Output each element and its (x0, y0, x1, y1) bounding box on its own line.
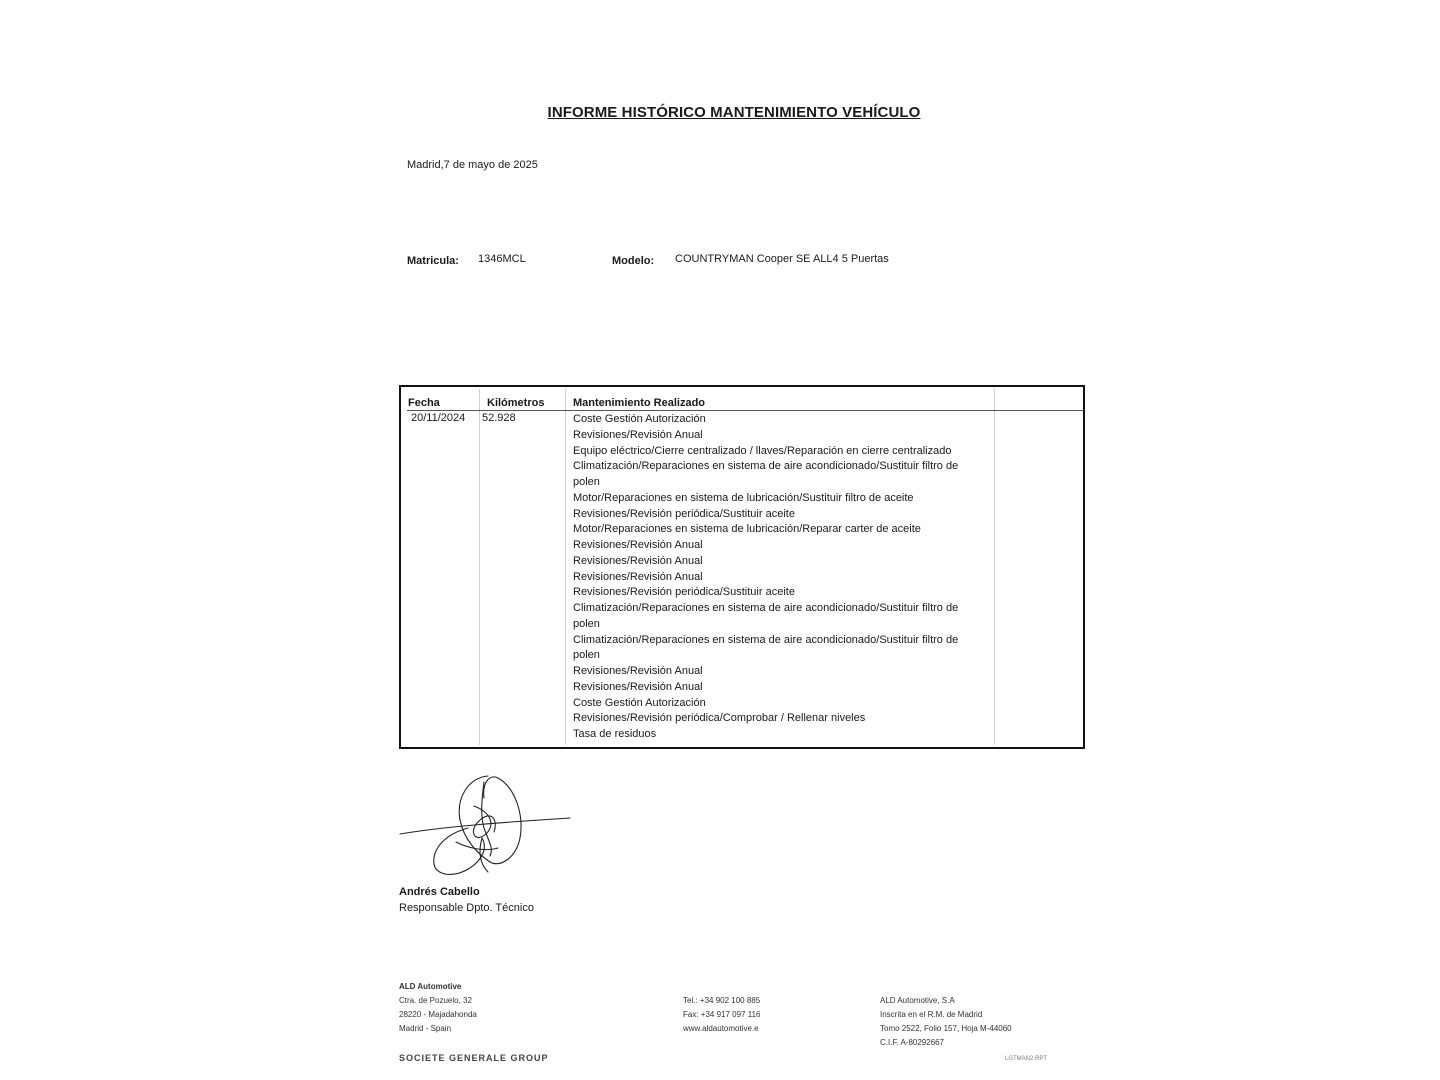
list-item: polen (573, 617, 600, 630)
list-item: Climatización/Reparaciones en sistema de aire acondicionado/Sustituir filtro de (573, 633, 959, 646)
list-item: polen (573, 476, 600, 488)
place-date: Madrid,7 de mayo de 2025 (407, 159, 538, 171)
header-date: Fecha (408, 397, 440, 409)
list-item: Revisiones/Revisión periódica/Comprobar / Rellenar niveles (573, 712, 866, 725)
list-item: Climatización/Reparaciones en sistema de aire acondicionado/Sustituir filtro de (573, 460, 959, 473)
column-separator (479, 389, 480, 745)
signature-image (398, 768, 573, 880)
footer-phone: Tel.: +34 902 100 885 (683, 996, 761, 1005)
list-item: Revisiones/Revisión Anual (573, 428, 703, 441)
model-value: COUNTRYMAN Cooper SE ALL4 5 Puertas (675, 253, 889, 265)
footer-address-line: 28220 - Majadahonda (399, 1010, 477, 1019)
header-km: Kilómetros (487, 397, 545, 409)
maintenance-items-list (573, 412, 993, 743)
list-item: Coste Gestión Autorización (573, 696, 706, 709)
footer-address (399, 994, 477, 1036)
model-label: Modelo: (612, 255, 655, 267)
footer-legal-line: ALD Automotive, S.A (880, 996, 955, 1005)
list-item: Revisiones/Revisión periódica/Sustituir aceite (573, 586, 795, 599)
maintenance-table (399, 385, 1085, 749)
footer-contact (683, 994, 760, 1036)
plate-label: Matricula: (407, 255, 459, 267)
list-item: polen (573, 649, 600, 662)
row-km: 52.928 (482, 412, 516, 424)
signer-role: Responsable Dpto. Técnico (399, 902, 534, 914)
list-item: Revisiones/Revisión Anual (573, 680, 703, 693)
row-date: 20/11/2024 (411, 412, 466, 424)
list-item: Revisiones/Revisión Anual (573, 570, 703, 583)
header-work: Mantenimiento Realizado (573, 397, 706, 409)
list-item: Revisiones/Revisión periódica/Sustituir aceite (573, 507, 795, 520)
footer-legal-line: Tomo 2522, Folio 157, Hoja M-44060 (880, 1024, 1012, 1033)
plate-value: 1346MCL (478, 253, 526, 265)
list-item: Tasa de residuos (573, 728, 657, 740)
signer-name: Andrés Cabello (399, 886, 480, 898)
group-logo-text: SOCIETE GENERALE GROUP (399, 1053, 549, 1063)
footer-legal (880, 994, 1012, 1050)
footer-fax: Fax: +34 917 097 116 (683, 1010, 761, 1019)
list-item: Revisiones/Revisión Anual (573, 554, 703, 567)
report-reference: LGTMAN2 RPT (1005, 1056, 1048, 1062)
list-item: Revisiones/Revisión Anual (573, 665, 703, 677)
footer-website: www.aldautomotive.e (683, 1024, 759, 1033)
column-separator (565, 389, 566, 745)
column-separator (994, 389, 995, 745)
header-rule (407, 410, 1083, 411)
footer-address-line: Madrid - Spain (399, 1024, 452, 1033)
list-item: Climatización/Reparaciones en sistema de aire acondicionado/Sustituir filtro de (573, 602, 959, 614)
list-item: Revisiones/Revisión Anual (573, 539, 703, 551)
document-title: INFORME HISTÓRICO MANTENIMIENTO VEHÍCULO (547, 104, 921, 121)
list-item: Equipo eléctrico/Cierre centralizado / llaves/Reparación en cierre centralizado (573, 444, 952, 457)
footer-legal-line: C.I.F. A-80292667 (880, 1038, 945, 1047)
footer-legal-line: Inscrita en el R.M. de Madrid (880, 1010, 983, 1019)
list-item: Coste Gestión Autorización (573, 413, 706, 425)
footer-address-line: Ctra. de Pozuelo, 32 (399, 996, 472, 1005)
vehicle-info (407, 253, 1107, 273)
list-item: Motor/Reparaciones en sistema de lubricación/Reparar carter de aceite (573, 523, 921, 536)
list-item: Motor/Reparaciones en sistema de lubricación/Sustituir filtro de aceite (573, 491, 914, 504)
footer-company: ALD Automotive (399, 982, 462, 991)
